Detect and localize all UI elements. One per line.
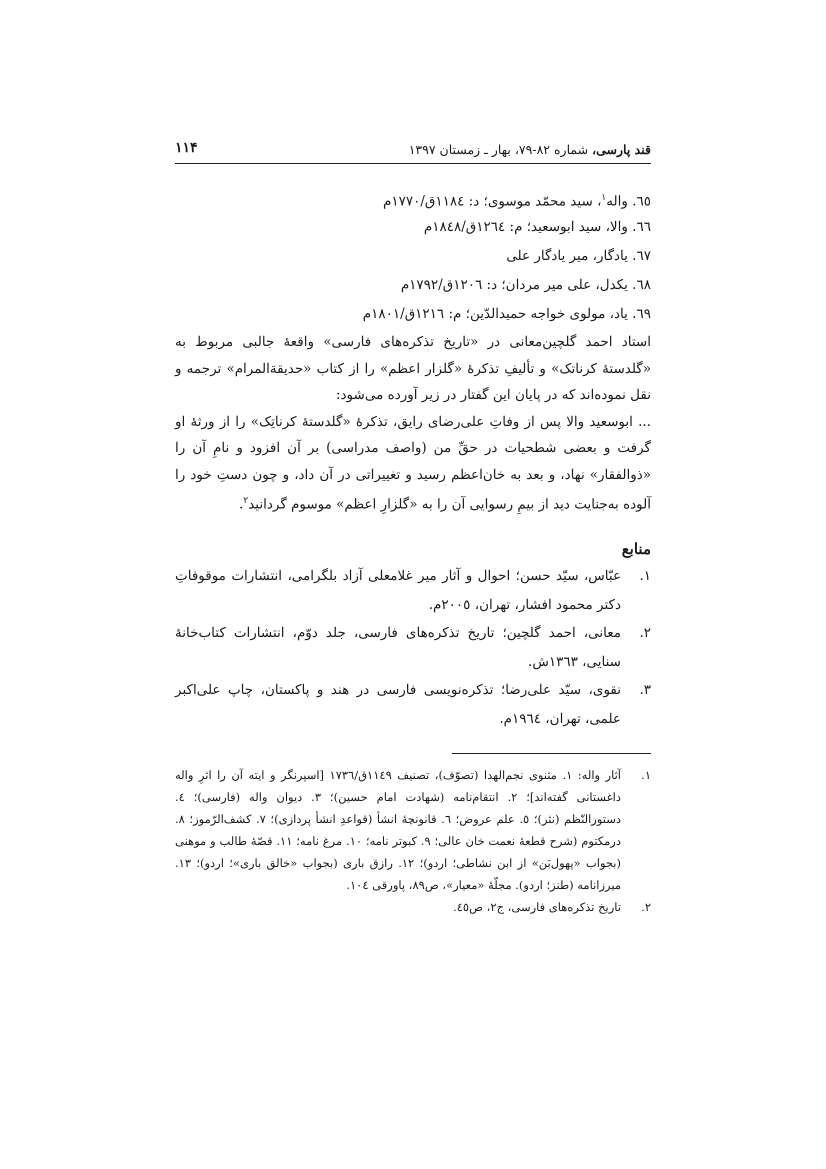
- issue-info: شماره ۸۲-۷۹، بهار ـ زمستان ۱۳۹۷: [408, 142, 589, 157]
- journal-name: قند پارسی،: [592, 142, 651, 157]
- source-item: ٣. نقوی، سیّد علی‌رضا؛ تذکره‌نویسی فارسی در هند و پاکستان، چاپ علی‌اکبر علمی، تهران، ١٩٦٤م.: [175, 682, 651, 727]
- poet-entry-66: ٦٦. والا، سید ابوسعید؛ م: ١٢٦٤ق/١٨٤٨م: [423, 219, 651, 235]
- footnote-item: ١. آثار واله: ١. مثنوی نجم‌الهدا (تصوّف)، تصنیف ١١٤٩ق/١٧٣٦ [اسپرنگر و ایته آن را اثرِ واله داغستانی گفته‌اند]؛ ٢. انتقام‌نامه (شهادت امام حسین)؛ ٣. دیوان واله (فارسی)؛ ٤. دستورالنّظم (نثر)؛ ٥. علم عروض؛ ٦. قانونچهٔ انشأ (قواعدِ انشأ پردازی)؛ ٧. کشف‌الرّموز؛ ٨. درمکتوم (شرح قطعهٔ نعمت خان عالی؛ ٩. کبوتر نامه؛ ١٠. مرغ نامه؛ ١١. قصّهٔ طالب و موهنی (بجواب «پهول‌بَن» از ابن نشاطی؛ اردو)؛ ١٢. رازق باری (بجواب «خالق باری»؛ اردو)؛ ١٣. میرزانامه (طنز؛ اردو). مجلّهٔ «معیار»، ص٨٩، پاورقی ١٠٤.: [175, 768, 651, 892]
- source-item: ٢. معانی، احمد گلچین؛ تاریخ تذکره‌های فارسی، جلد دوّم، انتشارات کتاب‌خانهٔ سنایی، ١٣٦٣ش.: [175, 625, 651, 670]
- sources-heading: منابع: [621, 540, 651, 558]
- footnote-ref: ٢: [243, 496, 249, 506]
- footnotes: [175, 764, 651, 918]
- poet-entry-67: ٦٧. یادگار، میر یادگار علی: [506, 248, 651, 264]
- source-item: ١. عبّاس، سیّد حسن؛ احوال و آثار میر غلامعلی آزاد بلگرامی، انتشارات موقوفاتِ دکتر محمود افشار، تهران، ٢٠٠٥م.: [175, 568, 651, 613]
- footnote-divider: [452, 753, 651, 754]
- poet-entry-65: ٦٥. واله$^١$، سید محمّد موسوی؛ د: ١١٨٤ق/١٧٧٠م: [382, 193, 651, 210]
- journal-info: [409, 142, 651, 157]
- running-header: [175, 138, 651, 162]
- header-divider: [175, 163, 651, 164]
- footnote-item: ٢. تاریخ تذکره‌های فارسی، ج٢، ص٤٥.: [453, 900, 651, 914]
- intro-paragraph: استاد احمد گلچین‌معانی در «تاریخ تذکره‌های فارسی» واقعهٔ جالبی مربوط به «گلدستهٔ کرناتک» و تألیفِ تذکرهٔ «گلزار اعظم» را از کتاب «حدیقةالمرام» ترجمه و نقل نموده‌اند که در پایان این گفتار در زیر آورده می‌شود:: [175, 334, 651, 403]
- poet-entry-69: ٦٩. یاد، مولوی خواجه حمیدالدّین؛ م: ١٢١٦ق/١٨٠١م: [362, 306, 651, 322]
- quote-paragraph: ... ابوسعید والا پس از وفاتِ علی‌رضای رایق، تذکرهٔ «گلدستهٔ کرناتِک» را از ورثهٔ او گرفت و بعضی شطحیات در حقِّ من (واصف مدراسی) بر آن افزود و نامِ آن را «ذوالفقار» نهاد، و بعد به خان‌اعظم رسید و تغییراتی در آن داد، و چون دستِ خود را آلوده به‌جنایت دید از بیمِ رسوایی آن را به «گلزارِ اعظم» موسوم گردانید$^٢$.: [175, 413, 651, 513]
- page-number: ۱۱۴: [175, 140, 198, 156]
- main-text: [175, 184, 651, 733]
- poet-entry-68: ٦٨. یکدل، علی میر مردان؛ د: ١٢٠٦ق/١٧٩٢م: [400, 277, 651, 293]
- footnote-ref: ١: [601, 193, 607, 203]
